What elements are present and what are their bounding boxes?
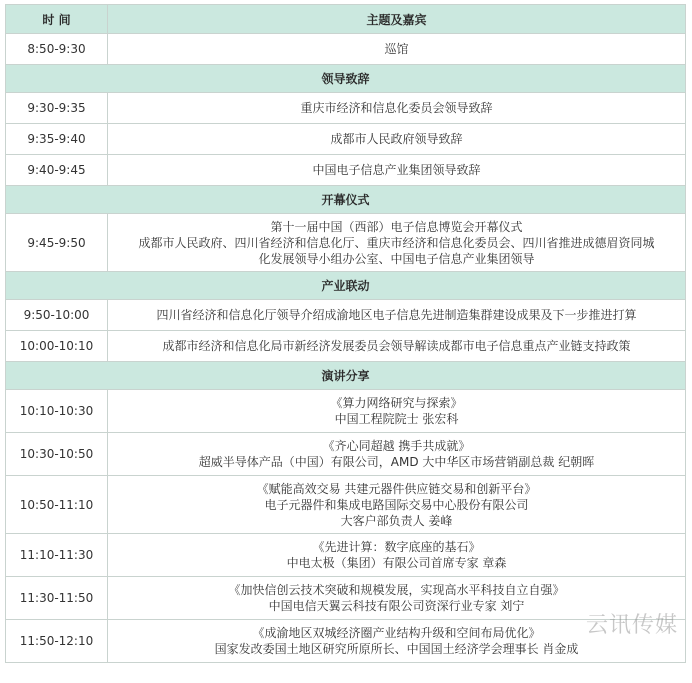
session-time: 9:35-9:40 <box>6 124 108 155</box>
session-content <box>108 214 686 272</box>
table-row <box>6 620 686 663</box>
session-line: 成都市人民政府、四川省经济和信息化厅、重庆市经济和信息化委员会、四川省推进成德眉资同城 <box>138 235 655 250</box>
session-content <box>108 331 686 362</box>
table-row <box>6 476 686 534</box>
session-line: 成都市人民政府领导致辞 <box>330 132 463 146</box>
session-line: 四川省经济和信息化厅领导介绍成渝地区电子信息先进制造集群建设成果及下一步推进打算 <box>156 308 637 322</box>
session-line: 《算力网络研究与探索》 <box>330 396 463 410</box>
table-row <box>6 34 686 65</box>
table-row <box>6 155 686 186</box>
header-time: 时 间 <box>6 5 108 34</box>
header-topic: 主题及嘉宾 <box>108 5 686 34</box>
session-time: 9:30-9:35 <box>6 93 108 124</box>
session-time: 9:40-9:45 <box>6 155 108 186</box>
table-row <box>6 124 686 155</box>
session-line: 《先进计算：数字底座的基石》 <box>312 540 481 554</box>
session-content <box>108 534 686 577</box>
session-time: 10:30-10:50 <box>6 433 108 476</box>
header-row <box>6 5 686 34</box>
session-time: 10:10-10:30 <box>6 390 108 433</box>
session-content <box>108 124 686 155</box>
session-time: 9:50-10:00 <box>6 300 108 331</box>
table-row <box>6 534 686 577</box>
section-row <box>6 272 686 300</box>
session-line: 《成渝地区双城经济圈产业结构升级和空间布局优化》 <box>252 626 541 640</box>
agenda-body <box>6 34 686 663</box>
session-line: 《赋能高效交易 共建元器件供应链交易和创新平台》 <box>256 481 537 496</box>
session-time: 11:10-11:30 <box>6 534 108 577</box>
session-line: 中国工程院院士 张宏科 <box>334 412 459 426</box>
session-line: 第十一届中国（西部）电子信息博览会开幕仪式 <box>270 219 523 234</box>
session-content <box>108 390 686 433</box>
session-line: 《齐心同超越 携手共成就》 <box>322 439 471 453</box>
table-row <box>6 577 686 620</box>
table-row <box>6 300 686 331</box>
session-line: 大客户部负责人 姜峰 <box>340 513 453 528</box>
session-line: 中国电信天翼云科技有限公司资深行业专家 刘宁 <box>268 599 525 613</box>
session-content <box>108 300 686 331</box>
session-line: 巡馆 <box>384 42 409 56</box>
session-line: 中国电子信息产业集团领导致辞 <box>312 163 481 177</box>
section-title: 演讲分享 <box>6 362 686 390</box>
session-line: 超威半导体产品（中国）有限公司，AMD 大中华区市场营销副总裁 纪朝晖 <box>198 455 595 469</box>
section-row <box>6 362 686 390</box>
session-line: 《加快信创云技术突破和规模发展，实现高水平科技自立自强》 <box>228 583 565 597</box>
session-content <box>108 476 686 534</box>
session-line: 成都市经济和信息化局市新经济发展委员会领导解读成都市电子信息重点产业链支持政策 <box>162 339 631 353</box>
section-row <box>6 186 686 214</box>
session-line: 国家发改委国土地区研究所原所长、中国国土经济学会理事长 肖金成 <box>214 642 579 656</box>
section-title: 开幕仪式 <box>6 186 686 214</box>
session-line: 化发展领导小组办公室、中国电子信息产业集团领导 <box>258 251 535 266</box>
session-time: 9:45-9:50 <box>6 214 108 272</box>
session-time: 11:50-12:10 <box>6 620 108 663</box>
session-content <box>108 433 686 476</box>
table-row <box>6 331 686 362</box>
table-row <box>6 214 686 272</box>
session-content <box>108 155 686 186</box>
session-time: 10:50-11:10 <box>6 476 108 534</box>
session-content <box>108 93 686 124</box>
session-time: 11:30-11:50 <box>6 577 108 620</box>
table-row <box>6 93 686 124</box>
watermark: 云讯传媒 <box>585 613 678 638</box>
agenda-table <box>5 4 686 663</box>
section-title: 领导致辞 <box>6 65 686 93</box>
session-time: 10:00-10:10 <box>6 331 108 362</box>
session-time: 8:50-9:30 <box>6 34 108 65</box>
table-row <box>6 433 686 476</box>
session-line: 重庆市经济和信息化委员会领导致辞 <box>300 101 493 115</box>
session-line: 中电太极（集团）有限公司首席专家 章森 <box>286 556 507 570</box>
table-row <box>6 390 686 433</box>
section-title: 产业联动 <box>6 272 686 300</box>
session-content <box>108 34 686 65</box>
session-line: 电子元器件和集成电路国际交易中心股份有限公司 <box>264 497 529 512</box>
section-row <box>6 65 686 93</box>
